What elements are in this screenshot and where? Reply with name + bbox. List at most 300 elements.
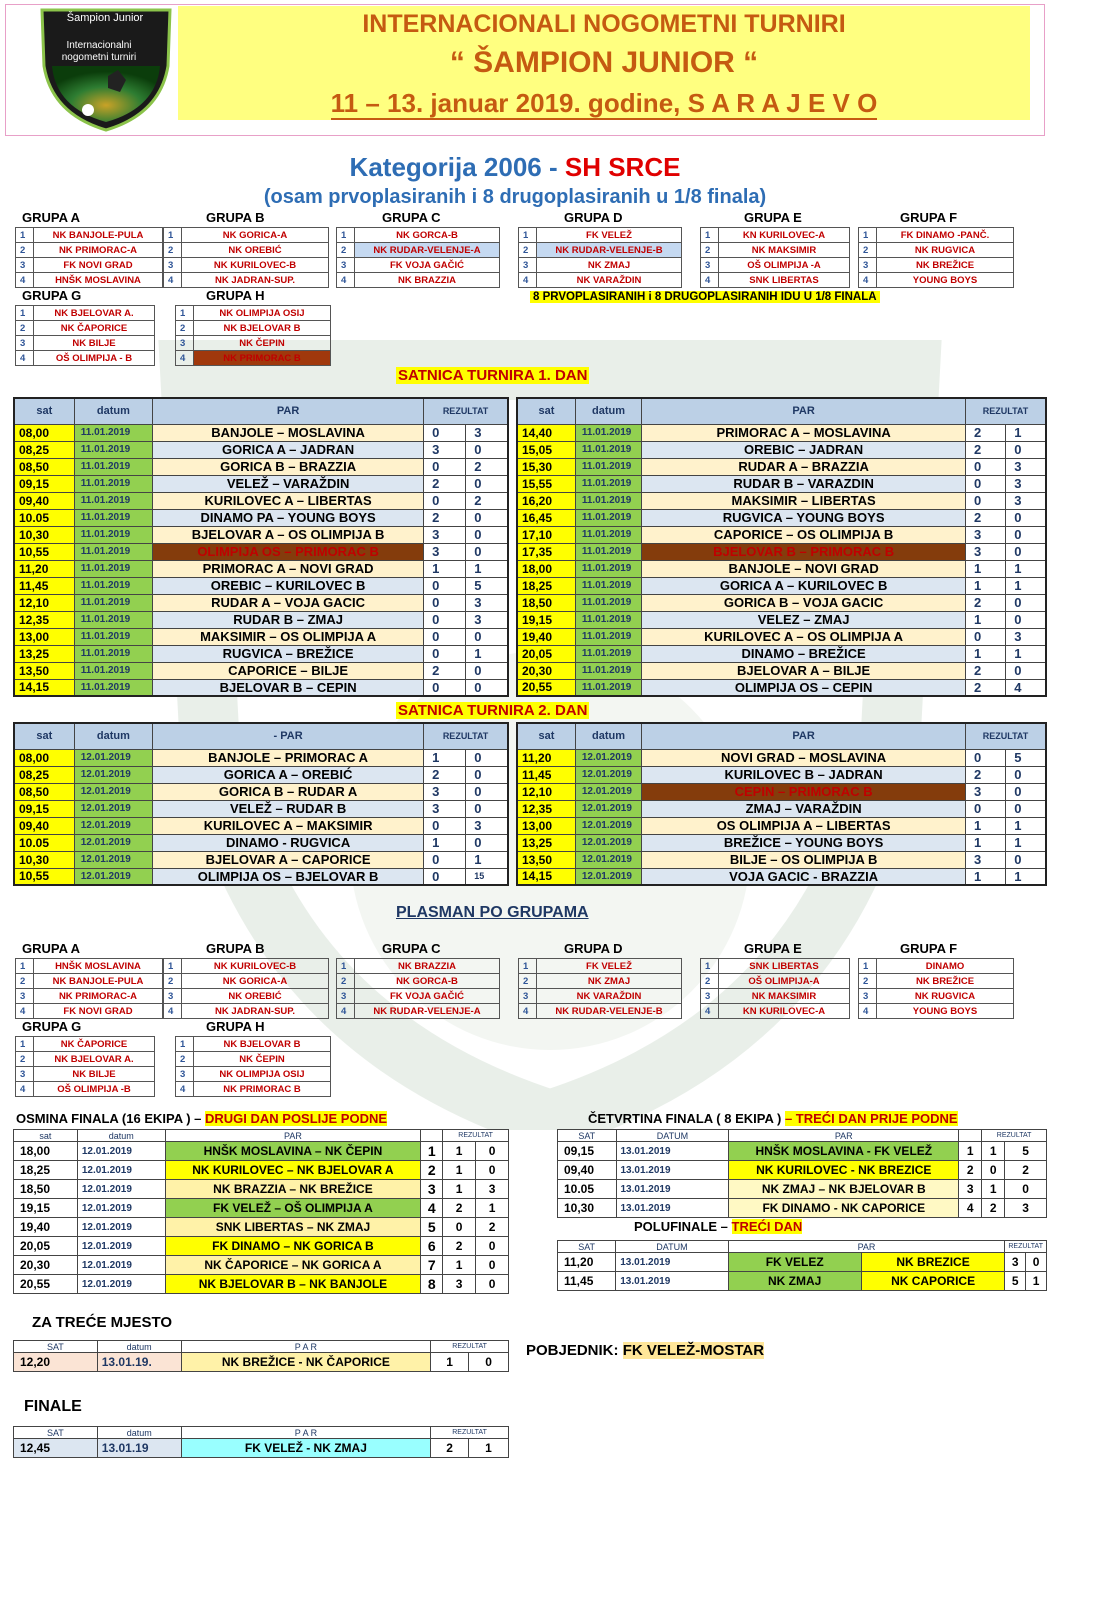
- match-score-away: 3: [1006, 492, 1046, 509]
- match-row: [517, 800, 1046, 817]
- group-team: NK MAKSIMIR: [719, 243, 850, 258]
- group-table: [336, 227, 500, 288]
- group-row: [16, 1067, 155, 1082]
- match-score-home: 3: [966, 526, 1006, 543]
- match-score-home: 1: [443, 1180, 476, 1199]
- group-row: [701, 243, 850, 258]
- group-row: [519, 273, 682, 288]
- group-table: [700, 227, 850, 288]
- match-row: [14, 679, 508, 696]
- match-row: [517, 817, 1046, 834]
- match-score-home: 3: [966, 851, 1006, 868]
- group-row: [176, 321, 331, 336]
- group-row: [176, 1067, 331, 1082]
- match-date: 11.01.2019: [74, 560, 152, 577]
- col-header-date: datum: [74, 398, 152, 424]
- match-time: 20,55: [14, 1275, 78, 1294]
- col-header-pair: PAR: [642, 723, 966, 749]
- group-row: [519, 989, 682, 1004]
- match-pair: DINAMO – BREŽICE: [642, 645, 966, 662]
- match-row: [14, 783, 508, 800]
- match-date: 12.01.2019: [74, 817, 152, 834]
- match-score-away: 4: [1006, 679, 1046, 696]
- match-score-home: 3: [424, 800, 466, 817]
- match-row: [14, 458, 508, 475]
- group-team: NK BILJE: [34, 336, 155, 351]
- match-pair: ZMAJ – VARAŽDIN: [642, 800, 966, 817]
- match-time: 18,50: [14, 1180, 78, 1199]
- group-position: 2: [859, 974, 877, 989]
- match-score-home: 0: [424, 611, 466, 628]
- match-row: [14, 868, 508, 885]
- match-row: [14, 543, 508, 560]
- match-date: 11.01.2019: [575, 509, 641, 526]
- match-score-home: 1: [982, 1180, 1005, 1199]
- match-number: 1: [959, 1142, 982, 1161]
- match-score-away: 0: [1006, 800, 1046, 817]
- match-date: 11.01.2019: [74, 577, 152, 594]
- group-row: [859, 258, 1014, 273]
- group-position: 2: [16, 243, 34, 258]
- match-date: 12.01.2019: [74, 800, 152, 817]
- match-row: [517, 679, 1046, 696]
- match-score-away: 0: [1006, 526, 1046, 543]
- match-score-away: 0: [1006, 662, 1046, 679]
- match-score-home: 1: [966, 577, 1006, 594]
- match-time: 10,30: [14, 851, 74, 868]
- match-number: 4: [421, 1199, 443, 1218]
- match-time: 12,10: [14, 594, 74, 611]
- group-team: FK VELEŽ: [537, 228, 682, 243]
- match-time: 18,25: [517, 577, 575, 594]
- match-time: 11,45: [558, 1272, 616, 1291]
- group-row: [16, 306, 155, 321]
- group-position: 3: [176, 336, 194, 351]
- group-team: NK KURILOVEC-B: [182, 959, 329, 974]
- match-date: 11.01.2019: [74, 611, 152, 628]
- group-position: 4: [859, 273, 877, 288]
- match-time: 13,25: [14, 645, 74, 662]
- group-team: NK OREBIĆ: [182, 989, 329, 1004]
- match-pair: BJELOVAR B – CEPIN: [153, 679, 424, 696]
- match-score-home: 1: [443, 1161, 476, 1180]
- match-pair: FK VELEŽ – OŠ OLIMPIJA A: [165, 1199, 421, 1218]
- match-score-away: 0: [466, 834, 508, 851]
- group-position: 1: [176, 306, 194, 321]
- match-row: [517, 475, 1046, 492]
- group-label: GRUPA F: [900, 210, 958, 225]
- col-header-date: DATUM: [616, 1130, 729, 1142]
- match-date: 12.01.2019: [74, 783, 152, 800]
- group-table: [15, 227, 163, 288]
- match-score-away: 1: [1006, 577, 1046, 594]
- match-score-away: 3: [466, 611, 508, 628]
- group-row: [176, 1082, 331, 1097]
- match-date: 12.01.2019: [77, 1161, 165, 1180]
- match-score-away: 0: [469, 1353, 509, 1372]
- group-team: NK BRAZZIA: [355, 959, 500, 974]
- match-score-away: 0: [466, 679, 508, 696]
- match-time: 09,15: [14, 475, 74, 492]
- match-row: [517, 851, 1046, 868]
- match-time: 12,20: [14, 1353, 98, 1372]
- match-pair: VELEŽ – RUDAR B: [153, 800, 424, 817]
- winner-name: FK VELEŽ-MOSTAR: [622, 1342, 765, 1359]
- match-row: [14, 577, 508, 594]
- match-date: 11.01.2019: [575, 492, 641, 509]
- match-time: 15,30: [517, 458, 575, 475]
- match-pair: RUGVICA – BREŽICE: [153, 645, 424, 662]
- match-away-team: NK CAPORICE: [861, 1272, 1005, 1291]
- group-team: NK PRIMORAC B: [194, 1082, 331, 1097]
- group-table: [336, 958, 500, 1019]
- r16-title-main: OSMINA FINALA (16 EKIPA ) –: [16, 1111, 205, 1126]
- match-number: 1: [421, 1142, 443, 1161]
- col-header-time: SAT: [14, 1341, 98, 1353]
- match-row: [517, 868, 1046, 885]
- group-team: NK RUDAR-VELENJE-A: [355, 1004, 500, 1019]
- group-row: [164, 273, 329, 288]
- match-score-home: 2: [966, 441, 1006, 458]
- match-score-away: 1: [466, 645, 508, 662]
- match-time: 10.05: [558, 1180, 617, 1199]
- group-row: [519, 258, 682, 273]
- group-label: GRUPA D: [564, 941, 623, 956]
- match-pair: NK BRAZZIA – NK BREŽICE: [165, 1180, 421, 1199]
- match-score-away: 3: [1006, 628, 1046, 645]
- match-pair: GORICA A – OREBIĆ: [153, 766, 424, 783]
- group-row: [16, 974, 163, 989]
- match-date: 13.01.19: [97, 1439, 181, 1458]
- group-team: OŠ OLIMPIJA -B: [34, 1082, 155, 1097]
- qualify-note: 8 PRVOPLASIRANIH i 8 DRUGOPLASIRANIH IDU U 1/8 FINALA: [530, 291, 880, 303]
- group-row: [164, 1004, 329, 1019]
- group-position: 1: [176, 1037, 194, 1052]
- match-score-home: 0: [443, 1218, 476, 1237]
- group-team: FK VELEŽ: [537, 959, 682, 974]
- match-score-away: 1: [469, 1439, 509, 1458]
- group-position: 3: [176, 1067, 194, 1082]
- group-position: 3: [16, 336, 34, 351]
- match-date: 11.01.2019: [74, 424, 152, 441]
- group-team: OŠ OLIMPIJA - B: [34, 351, 155, 366]
- match-pair: MAKSIMIR – OS OLIMPIJA A: [153, 628, 424, 645]
- match-number: 5: [421, 1218, 443, 1237]
- match-date: 12.01.2019: [575, 851, 641, 868]
- match-number: 2: [959, 1161, 982, 1180]
- match-score-away: 0: [466, 800, 508, 817]
- match-score-home: 2: [443, 1237, 476, 1256]
- group-team: NK BRAZZIA: [355, 273, 500, 288]
- match-time: 12,35: [14, 611, 74, 628]
- group-team: HNŠK MOSLAVINA: [34, 959, 163, 974]
- col-header-result: REZULTAT: [424, 723, 508, 749]
- group-team: NK KURILOVEC-B: [182, 258, 329, 273]
- match-pair: MAKSIMIR – LIBERTAS: [642, 492, 966, 509]
- match-time: 15,55: [517, 475, 575, 492]
- match-time: 18,00: [517, 560, 575, 577]
- group-position: 4: [16, 273, 34, 288]
- group-table: [518, 227, 682, 288]
- match-score-home: 1: [966, 868, 1006, 885]
- match-time: 11,45: [14, 577, 74, 594]
- group-position: 4: [176, 1082, 194, 1097]
- match-score-home: 2: [424, 509, 466, 526]
- group-team: NK GORICA-A: [182, 974, 329, 989]
- group-team: NK BREŽICE: [877, 258, 1014, 273]
- match-pair: NOVI GRAD – MOSLAVINA: [642, 749, 966, 766]
- match-pair: DINAMO - RUGVICA: [153, 834, 424, 851]
- group-team: NK ZMAJ: [537, 974, 682, 989]
- match-date: 11.01.2019: [74, 543, 152, 560]
- match-date: 12.01.2019: [575, 834, 641, 851]
- group-row: [16, 989, 163, 1004]
- match-score-home: 0: [966, 458, 1006, 475]
- group-row: [164, 228, 329, 243]
- match-pair: KURILOVEC B – JADRAN: [642, 766, 966, 783]
- match-pair: NK KURILOVEC – NK BJELOVAR A: [165, 1161, 421, 1180]
- match-score-away: 1: [1026, 1272, 1047, 1291]
- group-row: [16, 336, 155, 351]
- match-row: [517, 611, 1046, 628]
- match-score-home: 3: [424, 543, 466, 560]
- match-row: [14, 594, 508, 611]
- match-time: 20,30: [14, 1256, 78, 1275]
- group-position: 2: [701, 974, 719, 989]
- group-position: 4: [16, 1004, 34, 1019]
- group-row: [176, 1037, 331, 1052]
- match-row: [517, 577, 1046, 594]
- group-position: 4: [519, 273, 537, 288]
- group-label: GRUPA C: [382, 210, 441, 225]
- header-row: [558, 1241, 1047, 1253]
- match-pair: PRIMORAC A – NOVI GRAD: [153, 560, 424, 577]
- group-team: NK BILJE: [34, 1067, 155, 1082]
- match-number: 4: [959, 1199, 982, 1218]
- group-row: [701, 228, 850, 243]
- match-row: [517, 645, 1046, 662]
- group-label: GRUPA C: [382, 941, 441, 956]
- col-header-pair: P A R: [181, 1341, 431, 1353]
- group-row: [164, 959, 329, 974]
- match-score-away: 1: [466, 560, 508, 577]
- col-header-result: REZULTAT: [966, 723, 1046, 749]
- match-time: 12,10: [517, 783, 575, 800]
- group-row: [859, 273, 1014, 288]
- match-time: 12,35: [517, 800, 575, 817]
- group-team: NK BANJOLE-PULA: [34, 974, 163, 989]
- qf-table: [557, 1129, 1047, 1218]
- match-score-away: 0: [1006, 783, 1046, 800]
- match-home-team: FK VELEZ: [728, 1253, 861, 1272]
- match-score-home: 3: [424, 783, 466, 800]
- match-score-home: 1: [966, 645, 1006, 662]
- col-header-pair: PAR: [153, 398, 424, 424]
- group-row: [701, 989, 850, 1004]
- col-header-time: sat: [517, 398, 575, 424]
- group-team: NK OREBIĆ: [182, 243, 329, 258]
- match-row: [14, 1256, 509, 1275]
- match-pair: VELEZ – ZMAJ: [642, 611, 966, 628]
- group-row: [337, 974, 500, 989]
- match-pair: BJELOVAR A – CAPORICE: [153, 851, 424, 868]
- group-team: FK NOVI GRAD: [34, 258, 163, 273]
- group-position: 2: [859, 243, 877, 258]
- col-header-result: REZULTAT: [431, 1427, 509, 1439]
- match-score-away: 3: [1006, 458, 1046, 475]
- match-score-home: 1: [966, 834, 1006, 851]
- match-score-home: 2: [966, 594, 1006, 611]
- match-number: 3: [421, 1180, 443, 1199]
- match-pair: FK DINAMO – NK GORICA B: [165, 1237, 421, 1256]
- group-row: [519, 959, 682, 974]
- group-team: NK VARAŽDIN: [537, 273, 682, 288]
- r16-title-when: DRUGI DAN POSLIJE PODNE: [205, 1111, 388, 1126]
- third-place-title: ZA TREĆE MJESTO: [32, 1314, 173, 1331]
- group-team: NK ZMAJ: [537, 258, 682, 273]
- match-score-away: 0: [476, 1161, 509, 1180]
- match-score-away: 0: [476, 1142, 509, 1161]
- match-date: 11.01.2019: [74, 475, 152, 492]
- group-table: [175, 305, 331, 366]
- match-row: [14, 1161, 509, 1180]
- sf-table: [557, 1240, 1047, 1291]
- group-team: NK JADRAN-SUP.: [182, 273, 329, 288]
- match-date: 12.01.2019: [575, 766, 641, 783]
- match-score-home: 2: [424, 766, 466, 783]
- match-row: [517, 458, 1046, 475]
- winner-label: POBJEDNIK:: [526, 1342, 623, 1359]
- match-score-away: 1: [1006, 560, 1046, 577]
- category-title: [0, 152, 1030, 183]
- match-score-home: 0: [424, 851, 466, 868]
- group-position: 4: [16, 1082, 34, 1097]
- match-date: 12.01.2019: [77, 1218, 165, 1237]
- match-row: [558, 1161, 1047, 1180]
- category-prefix: Kategorija 2006 -: [349, 152, 558, 182]
- match-pair: RUDAR A – VOJA GACIC: [153, 594, 424, 611]
- match-pair: SNK LIBERTAS – NK ZMAJ: [165, 1218, 421, 1237]
- col-header-result: REZULTAT: [982, 1130, 1047, 1142]
- group-row: [519, 1004, 682, 1019]
- match-score-home: 2: [443, 1199, 476, 1218]
- match-time: 08,00: [14, 749, 74, 766]
- tournament-title: INTERNACIONALI NOGOMETNI TURNIRI: [362, 10, 846, 38]
- match-row: [14, 800, 508, 817]
- match-score-away: 2: [466, 458, 508, 475]
- group-team: NK RUDAR-VELENJE-A: [355, 243, 500, 258]
- group-team: NK BJELOVAR B: [194, 1037, 331, 1052]
- match-score-home: 0: [424, 492, 466, 509]
- match-score-home: 2: [966, 766, 1006, 783]
- group-position: 4: [164, 273, 182, 288]
- group-position: 4: [337, 273, 355, 288]
- match-score-away: 3: [466, 817, 508, 834]
- group-position: 2: [16, 974, 34, 989]
- match-date: 12.01.2019: [575, 868, 641, 885]
- match-score-away: 1: [476, 1199, 509, 1218]
- match-pair: BJELOVAR B – PRIMORAC B: [642, 543, 966, 560]
- match-date: 12.01.2019: [74, 868, 152, 885]
- match-row: [14, 560, 508, 577]
- col-header-result: REZULTAT: [443, 1130, 509, 1142]
- header-row: [14, 1427, 509, 1439]
- match-time: 13,00: [517, 817, 575, 834]
- match-time: 08,25: [14, 766, 74, 783]
- group-row: [16, 1052, 155, 1067]
- match-date: 11.01.2019: [74, 594, 152, 611]
- match-row: [517, 834, 1046, 851]
- match-score-home: 2: [431, 1439, 469, 1458]
- group-row: [16, 959, 163, 974]
- match-score-away: 0: [1005, 1180, 1047, 1199]
- match-score-home: 1: [424, 834, 466, 851]
- group-label: GRUPA A: [22, 210, 81, 225]
- header-row: [558, 1130, 1047, 1142]
- match-pair: GORICA A – JADRAN: [153, 441, 424, 458]
- group-position: 1: [337, 959, 355, 974]
- match-score-away: 3: [1005, 1199, 1047, 1218]
- match-pair: CEPIN – PRIMORAC B: [642, 783, 966, 800]
- group-position: 3: [337, 258, 355, 273]
- match-score-away: 3: [466, 424, 508, 441]
- match-pair: KURILOVEC A – LIBERTAS: [153, 492, 424, 509]
- header-row: [14, 723, 508, 749]
- match-date: 11.01.2019: [575, 458, 641, 475]
- group-team: OŠ OLIMPIJA -A: [719, 258, 850, 273]
- day1-right-table: [516, 397, 1047, 697]
- match-score-away: 0: [466, 662, 508, 679]
- match-row: [14, 509, 508, 526]
- shield-logo-icon: [38, 6, 174, 132]
- col-header-time: SAT: [14, 1427, 98, 1439]
- group-position: 2: [701, 243, 719, 258]
- match-row: [14, 1275, 509, 1294]
- match-score-away: 0: [476, 1256, 509, 1275]
- match-score-home: 0: [424, 868, 466, 885]
- match-score-away: 0: [466, 628, 508, 645]
- match-time: 20,30: [517, 662, 575, 679]
- group-position: 3: [859, 989, 877, 1004]
- match-score-home: 1: [966, 611, 1006, 628]
- match-time: 09,15: [14, 800, 74, 817]
- match-row: [14, 526, 508, 543]
- col-header-time: SAT: [558, 1130, 617, 1142]
- match-time: 08,50: [14, 458, 74, 475]
- match-time: 20,05: [517, 645, 575, 662]
- group-position: 2: [176, 321, 194, 336]
- match-date: 11.01.2019: [74, 492, 152, 509]
- group-label: GRUPA E: [744, 941, 802, 956]
- group-row: [16, 1004, 163, 1019]
- group-row: [337, 273, 500, 288]
- match-score-home: 1: [443, 1142, 476, 1161]
- group-table: [15, 1036, 155, 1097]
- match-time: 18,25: [14, 1161, 78, 1180]
- group-team: NK PRIMORAC-A: [34, 989, 163, 1004]
- group-team: NK RUDAR-VELENJE-B: [537, 243, 682, 258]
- group-team: FK VOJA GAČIĆ: [355, 989, 500, 1004]
- group-table: [15, 305, 155, 366]
- third-place-table: [13, 1340, 509, 1372]
- match-row: [14, 851, 508, 868]
- group-position: 3: [701, 989, 719, 1004]
- col-header-result: REZULTAT: [966, 398, 1046, 424]
- col-header-pair: PAR: [728, 1241, 1005, 1253]
- match-score-home: 0: [424, 577, 466, 594]
- match-score-away: 0: [466, 475, 508, 492]
- match-pair: NK ČAPORICE – NK GORICA A: [165, 1256, 421, 1275]
